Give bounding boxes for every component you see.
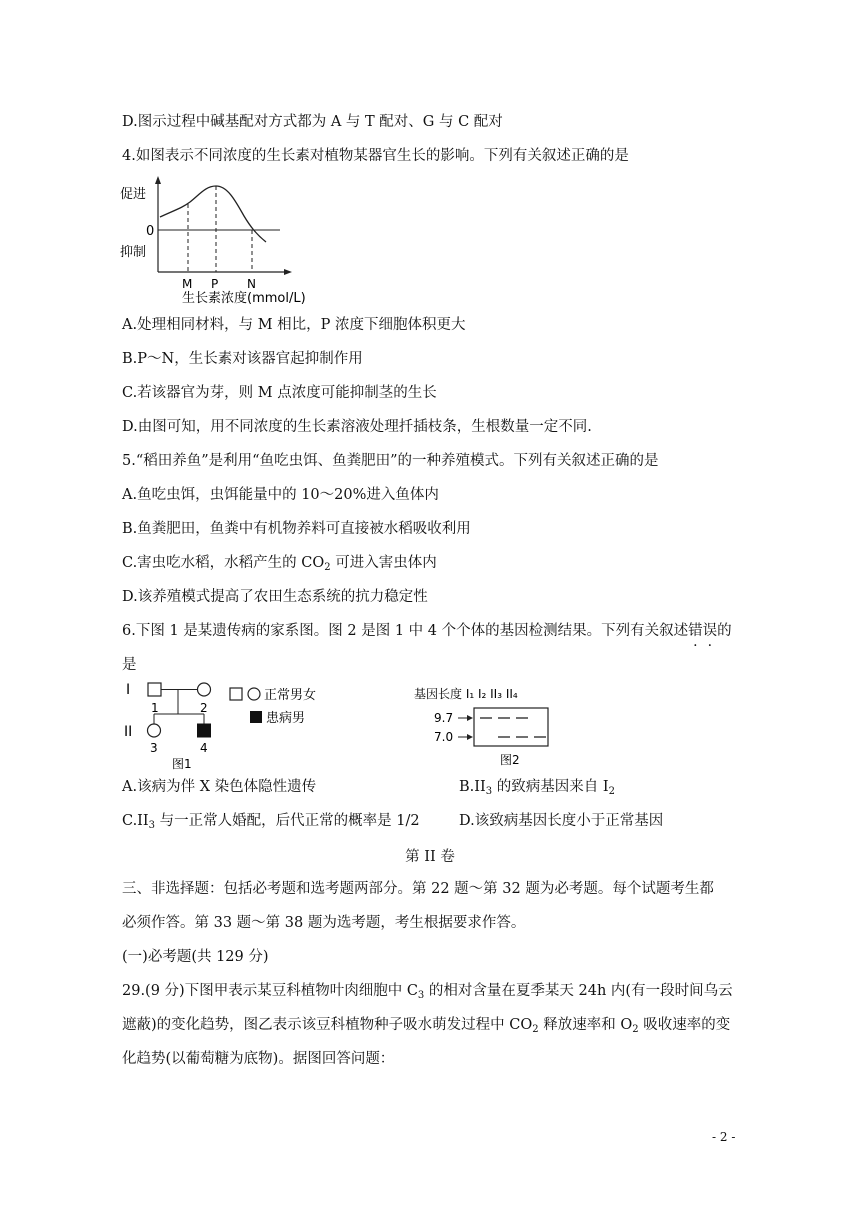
part3-intro-1: 三、非选择题：包括必考题和选考题两部分。第 22 题～第 32 题为必考题。每个试题考生都 <box>122 881 714 897</box>
part3-intro-2: 必须作答。第 33 题～第 38 题为选考题，考生根据要求作答。 <box>122 915 526 931</box>
q5-option-d: D.该养殖模式提高了农田生态系统的抗力稳定性 <box>122 589 428 605</box>
q6-option-c: $C.II_3$ 与一正常人婚配，后代正常的概率是 1/2 <box>122 813 420 831</box>
gen-label-2: II <box>124 724 133 740</box>
q5-option-b: B.鱼粪肥田，鱼粪中有机物养料可直接被水稻吸收利用 <box>122 521 471 537</box>
id-3: 3 <box>150 741 158 755</box>
fig1-caption: 图1 <box>172 757 192 771</box>
q5-option-c: C.害虫吃水稻，水稻产生的 $CO_2$ 可进入害虫体内 <box>122 555 437 573</box>
q4-stem: 4.如图表示不同浓度的生长素对植物某器官生长的影响。下列有关叙述正确的是 <box>122 148 629 164</box>
row-label-9-7: 9.7 <box>434 711 454 725</box>
q6-option-d: D.该致病基因长度小于正常基因 <box>459 813 664 829</box>
x-arrow <box>284 269 292 275</box>
fig2-caption: 图2 <box>500 753 520 767</box>
row-label-7-0: 7.0 <box>434 730 454 744</box>
legend-affected-icon <box>250 711 262 723</box>
q4-option-a: A.处理相同材料，与 M 相比，P 浓度下细胞体积更大 <box>122 317 466 333</box>
q5-stem: 5.“稻田养鱼”是利用“鱼吃虫饵、鱼粪肥田”的一种养殖模式。下列有关叙述正确的是 <box>122 453 659 469</box>
tick-m: M <box>182 277 193 291</box>
q29-line-3: 化趋势(以葡萄糖为底物)。据图回答问题： <box>122 1051 395 1067</box>
y-arrow <box>155 176 161 184</box>
section-title: 第 II 卷 <box>405 849 455 865</box>
individual-ii3-normal-female <box>148 724 161 737</box>
q4-option-c: C.若该器官为芽，则 M 点浓度可能抑制茎的生长 <box>122 385 437 401</box>
growth-curve <box>160 186 266 242</box>
legend-male-icon <box>230 688 242 700</box>
legend-affected-text: 患病男 <box>266 711 306 726</box>
required-heading: (一)必考题(共 129 分) <box>122 949 269 965</box>
auxin-curve-figure <box>120 172 330 304</box>
q4-option-b: B.P～N，生长素对该器官起抑制作用 <box>122 351 363 367</box>
q29-line-2: 遮蔽)的变化趋势，图乙表示该豆科植物种子吸水萌发过程中 $CO_2$ 释放速率和 $O_2$ 吸收速率的变 <box>122 1017 731 1035</box>
q6-option-a: A.该病为伴 X 染色体隐性遗传 <box>122 779 317 795</box>
row1-arrowhead <box>467 715 473 721</box>
individual-ii4-affected-male <box>198 724 211 737</box>
tick-n: N <box>247 277 256 291</box>
id-2: 2 <box>200 701 208 715</box>
q3-option-d: D.图示过程中碱基配对方式都为 A 与 T 配对、G 与 C 配对 <box>122 114 503 130</box>
q6-option-b: $B.II_3$ 的致病基因来自 $I_2$ <box>459 779 615 797</box>
y-label-inhibit: 抑制 <box>120 245 147 260</box>
legend-female-icon <box>248 688 260 700</box>
id-4: 4 <box>200 741 208 755</box>
gel-box <box>474 708 548 746</box>
legend-normal-text: 正常男女 <box>264 688 317 703</box>
q6-stem-cont: 是 <box>122 657 137 673</box>
id-1: 1 <box>151 701 159 715</box>
individual-i1-normal-male <box>148 683 161 696</box>
q5-option-a: A.鱼吃虫饵，虫饵能量中的 10～20%进入鱼体内 <box>122 487 439 503</box>
y-label-zero: 0 <box>146 224 155 239</box>
individual-i2-normal-female <box>198 683 211 696</box>
q6-stem: 6.下图 1 是某遗传病的家系图。图 2 是图 1 中 4 个个体的基因检测结果。下列有关叙述错误的 <box>122 623 732 639</box>
y-label-promote: 促进 <box>120 187 147 202</box>
gen-label-1: I <box>126 682 131 698</box>
x-axis-label: 生长素浓度(mmol/L) <box>182 291 306 304</box>
q4-option-d: D.由图可知，用不同浓度的生长素溶液处理扦插枝条，生根数量一定不同. <box>122 419 592 435</box>
q29-line-1: 29.(9 分)下图甲表示某豆科植物叶肉细胞中 $C_3$ 的相对含量在夏季某天 24h 内(有一段时间乌云 <box>122 983 733 1001</box>
gene-detection-figure <box>412 684 562 768</box>
pedigree-figure <box>120 678 350 772</box>
row2-arrowhead <box>467 734 473 740</box>
tick-p: P <box>211 277 219 291</box>
page-number: - 2 - <box>712 1130 736 1144</box>
fig2-header: 基因长度 I₁ I₂ II₃ II₄ <box>414 687 518 701</box>
